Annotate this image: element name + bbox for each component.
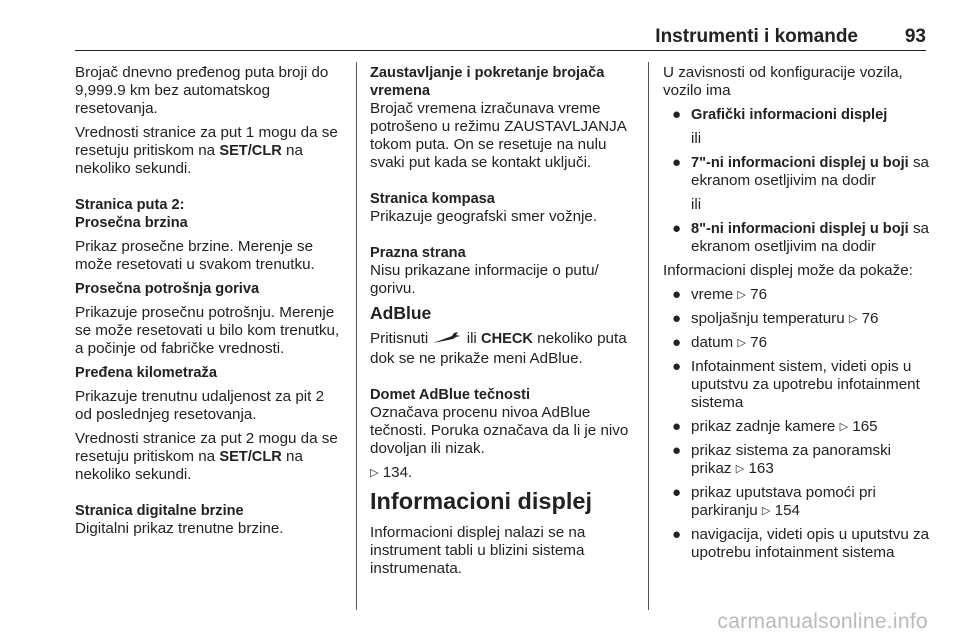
trip2-reset-text: [75, 430, 343, 484]
page-number: 93: [904, 26, 926, 47]
range-ref-page[interactable]: 134.: [382, 464, 413, 481]
bullet-icon: ●: [672, 310, 682, 327]
list-item-text: vreme: [691, 286, 738, 303]
adblue-range-text: Označava procenu nivoa AdBlue tečnosti. Poruka označava da li je nivo dovoljan ili nizak.: [370, 404, 629, 457]
bullet-icon: ●: [672, 484, 682, 501]
wrench-icon: [432, 331, 462, 350]
list-item-ref[interactable]: 154: [774, 502, 800, 519]
heading-empty-page: Prazna strana: [370, 245, 466, 261]
watermark: carmanualsonline.info: [717, 610, 928, 633]
set-clr-label: SET/CLR: [219, 143, 282, 159]
column-divider-1: [356, 62, 357, 610]
list-item-text: Infotainment sistem, videti opis u uputstvu za upotrebu infotainment sistema: [691, 358, 920, 411]
info-display-text: Informacioni displej nalazi se na instrument tabli u blizini sistema instrumenata.: [370, 524, 586, 577]
or-1: ili: [691, 130, 702, 147]
list-item-ref[interactable]: 76: [750, 286, 768, 303]
list-item: [663, 310, 931, 328]
reference-arrow-icon: ▷: [370, 467, 379, 479]
trip1-reset-text: [75, 124, 343, 178]
bullet-icon: ●: [672, 106, 682, 123]
reference-arrow-icon: ▷: [839, 421, 849, 433]
option-1-label: Grafički informacioni displej: [691, 107, 888, 123]
list-item-ref[interactable]: 163: [748, 460, 774, 477]
list-item: [663, 484, 931, 520]
reference-arrow-icon: ▷: [737, 337, 746, 349]
list-item-text: prikaz zadnje kamere: [691, 418, 840, 435]
list-item: [663, 442, 931, 478]
page-header: [75, 24, 926, 50]
check-label: CHECK: [481, 331, 533, 347]
list-item-ref[interactable]: 76: [750, 334, 768, 351]
heading-adblue: AdBlue: [370, 303, 432, 323]
heading-info-display: Informacioni displej: [370, 488, 592, 514]
reference-arrow-icon: ▷: [735, 463, 745, 475]
heading-compass: Stranica kompasa: [370, 191, 495, 207]
header-divider: [75, 50, 926, 51]
column-divider-2: [648, 62, 649, 610]
list-item-text: datum: [691, 334, 738, 351]
trip2-reset-pre: Vrednosti stranice za put 2 mogu da se resetuju pritiskom na: [75, 430, 338, 465]
adblue-range-ref: [370, 464, 638, 482]
list-item-ref[interactable]: 165: [852, 418, 878, 435]
bullet-icon: ●: [672, 358, 682, 375]
bullet-icon: ●: [672, 526, 682, 543]
list-item-text: navigacija, videti opis u uputstvu za upotrebu infotainment sistema: [691, 526, 930, 561]
list-item: [663, 418, 931, 436]
column-1: [75, 64, 343, 544]
heading-trip-page-2: Stranica puta 2:: [75, 197, 185, 213]
trip2-reset-post: na nekoliko sekundi.: [75, 448, 303, 483]
average-fuel-text: Prikazuje prosečnu potrošnju. Merenje se može resetovati u bilo kom trenutku, a počinje od fabričke vrednosti.: [75, 304, 340, 357]
adblue-mid: ili: [462, 330, 482, 347]
reference-arrow-icon: ▷: [737, 289, 746, 301]
heading-digital-speed: Stranica digitalne brzine: [75, 503, 244, 519]
average-speed-text: Prikaz prosečne brzine. Merenje se može resetovati u svakom trenutku.: [75, 238, 315, 273]
reference-arrow-icon: ▷: [848, 313, 858, 325]
option-graphic-display: [663, 106, 931, 124]
adblue-post: nekoliko puta dok se ne prikaže meni AdBlue.: [370, 330, 627, 367]
heading-adblue-range: Domet AdBlue tečnosti: [370, 387, 531, 403]
bullet-icon: ●: [672, 334, 682, 351]
column-2: [370, 64, 638, 584]
bullet-icon: ●: [672, 154, 682, 171]
compass-text: Prikazuje geografski smer vožnje.: [370, 208, 598, 225]
bullet-icon: ●: [672, 442, 682, 459]
list-item-text: prikaz sistema za panoramski prikaz: [691, 442, 892, 477]
distance-text: Prikazuje trenutnu udaljenost za pit 2 od poslednjeg resetovanja.: [75, 388, 325, 423]
bullet-icon: ●: [672, 286, 682, 303]
heading-distance: Pređena kilometraža: [75, 365, 217, 381]
heading-timer: Zaustavljanje i pokretanje brojača vremena: [370, 65, 605, 99]
heading-average-fuel: Prosečna potrošnja goriva: [75, 281, 260, 297]
list-item-text: prikaz uputstava pomoći pri parkiranju: [691, 484, 876, 519]
list-item-ref[interactable]: 76: [861, 310, 879, 327]
display-can-show: Informacioni displej može da pokaže:: [663, 262, 913, 279]
adblue-text: [370, 330, 638, 368]
empty-page-text: Nisu prikazane informacije o putu/ gorivu.: [370, 262, 599, 297]
column-3: [663, 64, 931, 568]
option-8-inch-display: [663, 220, 931, 256]
adblue-pre: Pritisnuti: [370, 330, 433, 347]
option-2-label: 7"-ni informacioni displej u boji: [691, 155, 909, 171]
list-item: [663, 334, 931, 352]
config-intro: U zavisnosti od konfiguracije vozila, vozilo ima: [663, 64, 903, 99]
list-item: [663, 286, 931, 304]
heading-average-speed: Prosečna brzina: [75, 215, 188, 231]
trip1-reset-post: na nekoliko sekundi.: [75, 142, 303, 177]
or-2: ili: [691, 196, 702, 213]
bullet-icon: ●: [672, 220, 682, 237]
section-title: Instrumenti i komande: [655, 26, 858, 47]
option-7-inch-display: [663, 154, 931, 190]
reference-arrow-icon: ▷: [761, 505, 771, 517]
list-item: [663, 526, 931, 562]
trip-counter-text: Brojač dnevno pređenog puta broji do 9,999.9 km bez automatskog resetovanja.: [75, 64, 329, 117]
bullet-icon: ●: [672, 418, 682, 435]
list-item-text: spoljašnju temperaturu: [691, 310, 849, 327]
trip1-reset-pre: Vrednosti stranice za put 1 mogu da se resetuju pritiskom na: [75, 124, 338, 159]
option-3-suffix: sa ekranom osetljivim na dodir: [691, 220, 929, 255]
option-3-label: 8"-ni informacioni displej u boji: [691, 221, 909, 237]
timer-text: Brojač vremena izračunava vreme potrošeno u režimu ZAUSTAVLJANJA tokom puta. On se resetuje na nulu svaki put kada se kontakt uključi.: [370, 100, 627, 171]
list-item: [663, 358, 931, 412]
digital-speed-text: Digitalni prikaz trenutne brzine.: [75, 520, 284, 537]
option-2-suffix: sa ekranom osetljivim na dodir: [691, 154, 929, 189]
set-clr-label-2: SET/CLR: [219, 449, 282, 465]
